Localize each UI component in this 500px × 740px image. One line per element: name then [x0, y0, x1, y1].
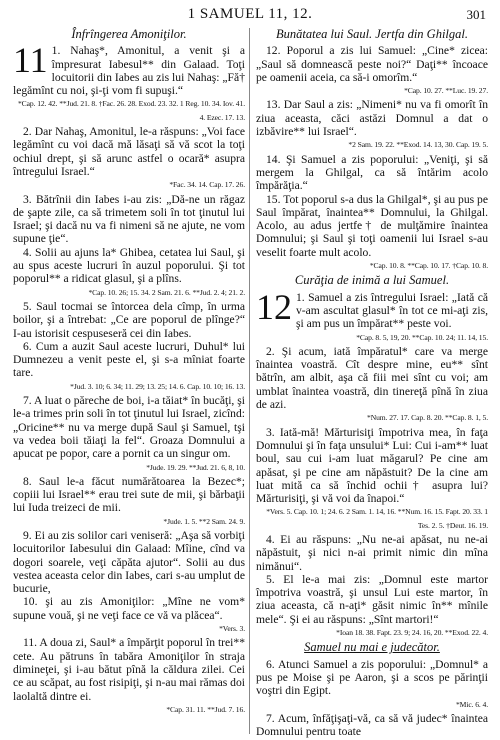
section-title: Înfrîngerea Amoniţilor.: [71, 27, 187, 41]
verse: [13, 40, 245, 98]
cross-reference: *Fac. 34. 14. Cap. 17. 26.: [169, 180, 245, 190]
verse-text: 11. A doua zi, Saul* a împărţit poporul în trei** cete. Au pătruns în tabăra Amoniţilor în straja dimineţei, şi i-au bătut pînă la căldura zilei. Cei ce au scăpat, au fost risipiţi, şi n-au mai rămas doi laolaltă dintre ei.: [13, 636, 245, 703]
cross-reference: *Cap. 12. 42. **Jud. 21. 8. †Fac. 26. 28. Exod. 23. 32. 1 Reg. 10. 34. Iov. 41. 4. Ezec. 17. 13.: [17, 99, 245, 122]
verse-text: 12. Poporul a zis lui Samuel: „Cine* zicea: „Saul să domnească peste noi?“ Daţi** încoace pe oamenii aceia, ca să-i omorîm.“: [256, 44, 488, 84]
verse-text: 10. şi au zis Amoniţilor: „Mîne ne vom* supune vouă, şi ne veţi face ce vă va plăcea“.: [13, 595, 245, 622]
page-header: [0, 6, 500, 24]
verse-text: 3. Iată-mă! Mărturisiţi împotriva mea, în faţa Domnului şi în faţa unsului* Lui: Cui i-am** luat boul, sau cui i-am luat măgarul? Pe cine am apăsat, şi pe cine am năpăstuit? De la cine am luat mită ca să închid ochii† asupra lui? Mărturisiţi, şi vă voi da înapoi.“: [256, 425, 488, 506]
verse: [13, 529, 245, 595]
verse: [256, 426, 488, 506]
verse: [256, 193, 488, 259]
verse: [256, 658, 488, 698]
cross-reference: *Num. 27. 17. Cap. 8. 20. **Cap. 8. 1, 5.: [367, 413, 488, 423]
verse: [256, 286, 488, 331]
verse-text: 7. A luat o păreche de boi, i-a tăiat* în bucăţi, şi le-a trimes prin soli în tot ţinutul lui Israel, zicînd: „Oricine** nu va merge după Saul şi Samuel, tşi va vedea boii tăiaţi la fel“. Groaza Domnului a apucat pe popor, care a pornit ca un singur om.: [13, 394, 245, 461]
verse-text: 7. Acum, înfăţişaţi-vă, ca să vă judec* înaintea Domnului pentru toate: [256, 711, 488, 739]
verse-text: 9. Ei au zis solilor cari veniseră: „Aşa să vorbiţi locuitorilor Iabesului din Galaad: Mîine, cînd va dogori soarele, veţi căpăta ajutor“. Solii au dus vestea aceasta celor din Iabes, cari s-au umplut de bucurie,: [13, 528, 245, 596]
verse: [256, 153, 488, 193]
running-title: 1 SAMUEL 11, 12.: [187, 6, 313, 22]
verse-text: 15. Tot poporul s-a dus la Ghilgal*, şi au pus pe Saul împărat, înaintea** Domnului, la Ghilgal. Acolo, au adus jertfe† de mulţămire înaintea Domnului; şi Saul şi toţi oamenii lui Israel s-au veselit foarte mult acolo.: [256, 192, 488, 259]
cross-reference: *Jud. 3. 10; 6. 34; 11. 29; 13. 25; 14. 6. Cap. 10. 10; 16. 13.: [70, 381, 245, 391]
right-column: [256, 26, 488, 738]
verse-text: 2. Dar Nahaş, Amonitul, le-a răspuns: „Voi face legămînt cu voi dacă mă lăsaţi să vă scot la toţi ochiul drept, şi să arunc astfel o ocară* asupra întregului Israel.“: [13, 125, 245, 178]
cross-reference: *2 Sam. 19. 22. **Exod. 14. 13, 30. Cap. 19. 5.: [348, 140, 488, 150]
verse-text: 8. Saul le-a făcut numărătoarea la Bezec*; copiii lui Israel** erau trei sute de mii, şi bărbaţii lui Iuda treizeci de mii.: [13, 474, 245, 515]
verse-list: [256, 658, 488, 739]
cross-reference: *Mic. 6. 4.: [455, 699, 488, 709]
page-number: 301: [466, 7, 486, 22]
cross-reference: *Vers. 3.: [219, 624, 245, 634]
verse: [13, 340, 245, 380]
cross-reference: *Cap. 10. 8. **Cap. 10. 17. †Cap. 10. 8.: [369, 261, 488, 271]
verse-text: 2. Şi acum, iată împăratul* care va merge înaintea voastră. Cît despre mine, eu** sînt bătrîn, am albit, aşa că fiii mei sînt cu voi; am umblat înaintea voastră, din tinereţă pînă în ziua de azi.: [256, 344, 488, 412]
verse: [13, 125, 245, 178]
verse-list: [256, 286, 488, 640]
verse: [13, 475, 245, 515]
verse-list: [13, 40, 245, 716]
verse: [13, 246, 245, 286]
verse-list: [256, 44, 488, 272]
verse-text: 1. Samuel a zis întregului Israel: „Iată că v-am ascultat glasul* în tot ce mi-aţi zis, şi am pus un împărat** peste voi.: [296, 290, 488, 331]
verse: [256, 533, 488, 573]
verse: [256, 44, 488, 84]
verse: [13, 300, 245, 340]
verse: [256, 573, 488, 626]
cross-reference: *Cap. 10. 27. **Luc. 19. 27.: [404, 86, 488, 96]
cross-reference: *Cap. 31. 11. **Jud. 7. 16.: [166, 704, 245, 714]
section-title: Samuel nu mai e judecător.: [304, 640, 440, 655]
verse-text: 14. Şi Samuel a zis poporului: „Veniţi, şi să mergem la Ghilgal, ca să întărim acolo împărăţia.“: [256, 152, 488, 193]
chapter-number: 11: [13, 40, 48, 81]
cross-reference: *Jude. 19. 29. **Jud. 21. 6, 8, 10.: [146, 462, 245, 472]
verse-text: 6. Cum a auzit Saul aceste lucruri, Duhul* lui Dumnezeu a venit peste el, şi s-a mîniat foarte tare.: [13, 339, 245, 380]
verse: [13, 394, 245, 460]
section-title: Bunătatea lui Saul. Jertfa din Ghilgal.: [276, 27, 468, 41]
verse: [13, 595, 245, 622]
left-column: [13, 26, 245, 717]
verse: [256, 712, 488, 739]
verse-text: 4. Solii au ajuns la* Ghibea, cetatea lui Saul, şi au spus aceste lucruri în auzul poporului. Şi tot poporul** a ridicat glasul, şi a plîns.: [13, 245, 245, 286]
cross-reference: *Cap. 8. 5, 19, 20. **Cap. 10. 24; 11. 14, 15.: [356, 332, 488, 342]
column-divider: [249, 28, 250, 734]
cross-reference: *Jude. 1. 5. **2 Sam. 24. 9.: [163, 516, 245, 526]
cross-reference: *Vers. 5. Cap. 10. 1; 24. 6. 2 Sam. 1. 14, 16. **Num. 16. 15. Fapt. 20. 33. 1 Tes. 2. 5. †Deut. 16. 19.: [266, 507, 488, 530]
verse-text: 13. Dar Saul a zis: „Nimeni* nu va fi omorît în ziua aceasta, căci astăzi Domnul a dat o izbăvire** lui Israel“.: [256, 98, 488, 139]
verse-text: 3. Bătrînii din Iabes i-au zis: „Dă-ne un răgaz de şapte zile, ca să trimetem soli în tot ţinutul lui Israel; şi dacă nu va fi nimeni să ne ajute, ne vom supune ţie“.: [13, 192, 245, 246]
chapter-number: 12: [256, 286, 292, 327]
verse-text: 4. Ei au răspuns: „Nu ne-ai apăsat, nu ne-ai năpăstuit, şi nici n-ai primit nimic din mîna nimănui“.: [256, 532, 488, 573]
verse: [256, 98, 488, 138]
verse: [13, 193, 245, 246]
verse: [256, 345, 488, 411]
verse-text: 5. El le-a mai zis: „Domnul este martor împotriva voastră, şi unsul Lui este martor, în ziua aceasta, că n-aţi* găsit nimic în** mînile mele“. Şi ei au răspuns: „Sînt martori!“: [256, 572, 488, 626]
verse-text: 5. Saul tocmai se întorcea dela cîmp, în urma boilor, şi a întrebat: „Ce are poporul de plînge?“ I-au istorisit cespuseseră cei din Iabes.: [13, 299, 245, 340]
section-title: Curăţia de inimă a lui Samuel.: [294, 273, 450, 288]
verse-text: 6. Atunci Samuel a zis poporului: „Domnul* a pus pe Moise şi pe Aaron, şi a scos pe părinţii voştri din Egipt.: [256, 657, 488, 698]
verse-text: 1. Nahaş*, Amonitul, a venit şi a împresurat Iabesul** din Galaad. Toţi locuitorii din Iabes au zis lui Nahaş: „Fă† legămînt cu noi, şi-ţi vom fi supuşi.“: [13, 44, 245, 98]
cross-reference: *Cap. 10. 26; 15. 34. 2 Sam. 21. 6. **Jud. 2. 4; 21. 2.: [88, 287, 245, 297]
cross-reference: *Ioan 18. 38. Fapt. 23. 9; 24. 16, 20. **Exod. 22. 4.: [336, 628, 488, 638]
verse: [13, 636, 245, 702]
